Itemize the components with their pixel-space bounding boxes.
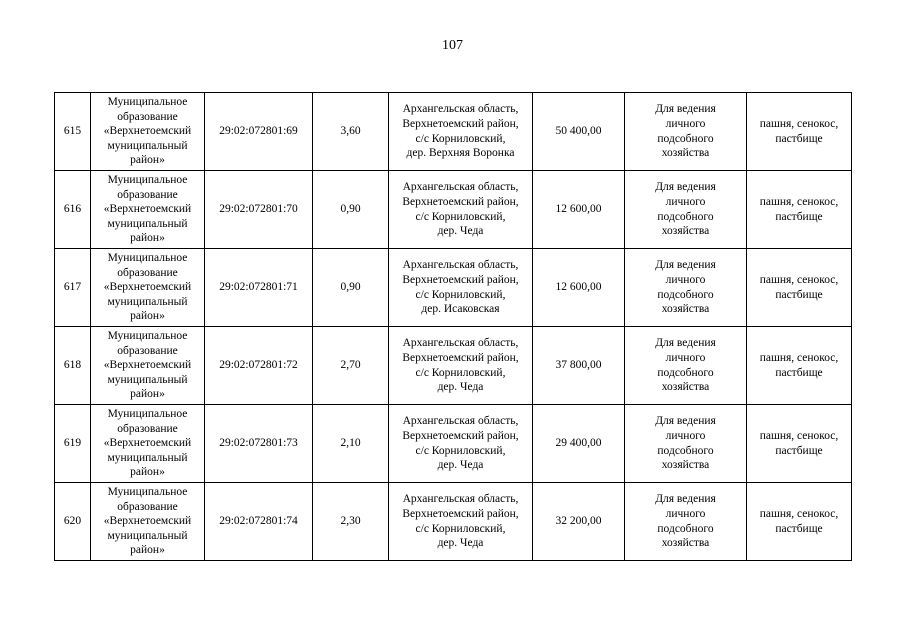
purpose-line: личного (665, 351, 706, 364)
area-cell (313, 405, 389, 483)
row-number-cell (55, 249, 91, 327)
address-line: с/с Корниловский, (415, 444, 506, 457)
owner-line: «Верхнетоемский (103, 437, 192, 450)
cadastral-value-cell (533, 483, 625, 561)
land-use-line: пашня, сенокос, (759, 195, 839, 208)
address-line: Архангельская область, (402, 493, 519, 506)
address-line: Архангельская область, (402, 415, 519, 428)
owner-line: Муниципальное (107, 174, 188, 187)
land-use-line: пашня, сенокос, (759, 117, 839, 130)
area-cell (313, 249, 389, 327)
address-line: Архангельская область, (402, 103, 519, 116)
cadastral-value: 32 200,00 (555, 515, 602, 528)
row-number-cell (55, 405, 91, 483)
cadastral-value: 12 600,00 (555, 203, 602, 216)
row-number-cell (55, 171, 91, 249)
purpose-line: Для ведения (655, 103, 716, 116)
row-number: 619 (63, 437, 82, 450)
address-line: с/с Корниловский, (415, 366, 506, 379)
address-cell (389, 483, 533, 561)
address-line: Верхнетоемский район, (402, 117, 519, 130)
area-cell (313, 93, 389, 171)
cadastral-number: 29:02:072801:71 (219, 281, 298, 294)
owner-line: образование (117, 422, 178, 435)
purpose-line: личного (665, 117, 706, 130)
permitted-use-cell (625, 93, 747, 171)
owner-line: Муниципальное (107, 96, 188, 109)
cadastral-number-cell (205, 327, 313, 405)
cadastral-number-cell (205, 171, 313, 249)
address-line: дер. Верхняя Воронка (406, 147, 515, 160)
address-line: дер. Чеда (437, 225, 484, 238)
address-line: Архангельская область, (402, 181, 519, 194)
purpose-line: хозяйства (661, 537, 710, 550)
table-body (55, 93, 852, 561)
address-cell (389, 405, 533, 483)
address-line: дер. Чеда (437, 381, 484, 394)
land-use-cell (747, 249, 852, 327)
purpose-line: подсобного (657, 444, 714, 457)
owner-line: район» (130, 544, 165, 557)
address-line: Верхнетоемский район, (402, 273, 519, 286)
owner-line: район» (130, 466, 165, 479)
purpose-line: личного (665, 507, 706, 520)
land-use-line: пастбище (775, 366, 823, 379)
permitted-use-cell (625, 405, 747, 483)
land-use-cell (747, 483, 852, 561)
address-line: Архангельская область, (402, 259, 519, 272)
owner-line: «Верхнетоемский (103, 359, 192, 372)
purpose-line: хозяйства (661, 303, 710, 316)
owner-line: «Верхнетоемский (103, 125, 192, 138)
row-number-cell (55, 483, 91, 561)
land-use-line: пашня, сенокос, (759, 507, 839, 520)
address-line: с/с Корниловский, (415, 132, 506, 145)
owner-line: Муниципальное (107, 408, 188, 421)
table-row (55, 405, 852, 483)
cadastral-value: 29 400,00 (555, 437, 602, 450)
land-use-line: пашня, сенокос, (759, 351, 839, 364)
land-use-line: пастбище (775, 444, 823, 457)
owner-cell (91, 249, 205, 327)
owner-line: муниципальный (107, 373, 188, 386)
address-line: Верхнетоемский район, (402, 507, 519, 520)
address-cell (389, 93, 533, 171)
address-line: дер. Чеда (437, 459, 484, 472)
owner-line: Муниципальное (107, 330, 188, 343)
area-value: 2,70 (340, 359, 361, 372)
address-line: с/с Корниловский, (415, 522, 506, 535)
purpose-line: хозяйства (661, 225, 710, 238)
table-row (55, 249, 852, 327)
row-number-cell (55, 93, 91, 171)
permitted-use-cell (625, 171, 747, 249)
owner-line: район» (130, 154, 165, 167)
area-value: 2,30 (340, 515, 361, 528)
owner-line: «Верхнетоемский (103, 203, 192, 216)
row-number: 620 (63, 515, 82, 528)
permitted-use-cell (625, 483, 747, 561)
owner-line: муниципальный (107, 451, 188, 464)
area-value: 2,10 (340, 437, 361, 450)
land-use-cell (747, 171, 852, 249)
owner-line: район» (130, 232, 165, 245)
cadastral-value-cell (533, 171, 625, 249)
cadastral-value-cell (533, 93, 625, 171)
owner-line: муниципальный (107, 139, 188, 152)
area-value: 3,60 (340, 125, 361, 138)
table-row (55, 171, 852, 249)
cadastral-number: 29:02:072801:69 (219, 125, 298, 138)
purpose-line: подсобного (657, 522, 714, 535)
address-line: Верхнетоемский район, (402, 195, 519, 208)
owner-line: образование (117, 110, 178, 123)
land-use-cell (747, 93, 852, 171)
owner-line: «Верхнетоемский (103, 281, 192, 294)
cadastral-number-cell (205, 405, 313, 483)
row-number: 615 (63, 125, 82, 138)
cadastral-value: 37 800,00 (555, 359, 602, 372)
address-line: с/с Корниловский, (415, 210, 506, 223)
cadastral-number-cell (205, 483, 313, 561)
purpose-line: личного (665, 273, 706, 286)
owner-line: район» (130, 310, 165, 323)
land-use-line: пашня, сенокос, (759, 273, 839, 286)
purpose-line: подсобного (657, 366, 714, 379)
land-use-line: пастбище (775, 210, 823, 223)
area-value: 0,90 (340, 281, 361, 294)
land-plots-table (54, 92, 852, 561)
page-number: 107 (442, 38, 463, 53)
owner-cell (91, 171, 205, 249)
cadastral-value-cell (533, 327, 625, 405)
address-line: Верхнетоемский район, (402, 351, 519, 364)
row-number: 616 (63, 203, 82, 216)
owner-line: «Верхнетоемский (103, 515, 192, 528)
purpose-line: Для ведения (655, 259, 716, 272)
cadastral-number: 29:02:072801:74 (219, 515, 298, 528)
row-number: 618 (63, 359, 82, 372)
address-line: дер. Исаковская (421, 303, 500, 316)
cadastral-number-cell (205, 249, 313, 327)
land-use-line: пастбище (775, 288, 823, 301)
owner-line: образование (117, 344, 178, 357)
purpose-line: Для ведения (655, 337, 716, 350)
address-line: Верхнетоемский район, (402, 429, 519, 442)
land-use-cell (747, 327, 852, 405)
land-use-line: пашня, сенокос, (759, 429, 839, 442)
owner-line: Муниципальное (107, 486, 188, 499)
purpose-line: подсобного (657, 210, 714, 223)
owner-line: муниципальный (107, 217, 188, 230)
purpose-line: Для ведения (655, 493, 716, 506)
cadastral-number: 29:02:072801:70 (219, 203, 298, 216)
table-row (55, 483, 852, 561)
area-cell (313, 483, 389, 561)
cadastral-number-cell (205, 93, 313, 171)
land-use-cell (747, 405, 852, 483)
address-line: Архангельская область, (402, 337, 519, 350)
cadastral-value: 12 600,00 (555, 281, 602, 294)
address-line: с/с Корниловский, (415, 288, 506, 301)
address-cell (389, 249, 533, 327)
cadastral-value-cell (533, 249, 625, 327)
land-use-line: пастбище (775, 132, 823, 145)
purpose-line: подсобного (657, 288, 714, 301)
area-cell (313, 171, 389, 249)
owner-cell (91, 483, 205, 561)
permitted-use-cell (625, 327, 747, 405)
address-cell (389, 171, 533, 249)
row-number-cell (55, 327, 91, 405)
owner-line: образование (117, 500, 178, 513)
owner-cell (91, 93, 205, 171)
purpose-line: хозяйства (661, 381, 710, 394)
owner-line: муниципальный (107, 295, 188, 308)
address-cell (389, 327, 533, 405)
row-number: 617 (63, 281, 82, 294)
area-value: 0,90 (340, 203, 361, 216)
purpose-line: Для ведения (655, 181, 716, 194)
cadastral-value: 50 400,00 (555, 125, 602, 138)
purpose-line: хозяйства (661, 459, 710, 472)
land-use-line: пастбище (775, 522, 823, 535)
purpose-line: подсобного (657, 132, 714, 145)
cadastral-number: 29:02:072801:73 (219, 437, 298, 450)
table-row (55, 93, 852, 171)
owner-line: Муниципальное (107, 252, 188, 265)
cadastral-value-cell (533, 405, 625, 483)
owner-cell (91, 405, 205, 483)
owner-cell (91, 327, 205, 405)
permitted-use-cell (625, 249, 747, 327)
purpose-line: личного (665, 195, 706, 208)
table-row (55, 327, 852, 405)
owner-line: образование (117, 188, 178, 201)
owner-line: образование (117, 266, 178, 279)
address-line: дер. Чеда (437, 537, 484, 550)
owner-line: муниципальный (107, 529, 188, 542)
cadastral-number: 29:02:072801:72 (219, 359, 298, 372)
purpose-line: хозяйства (661, 147, 710, 160)
purpose-line: личного (665, 429, 706, 442)
area-cell (313, 327, 389, 405)
purpose-line: Для ведения (655, 415, 716, 428)
owner-line: район» (130, 388, 165, 401)
